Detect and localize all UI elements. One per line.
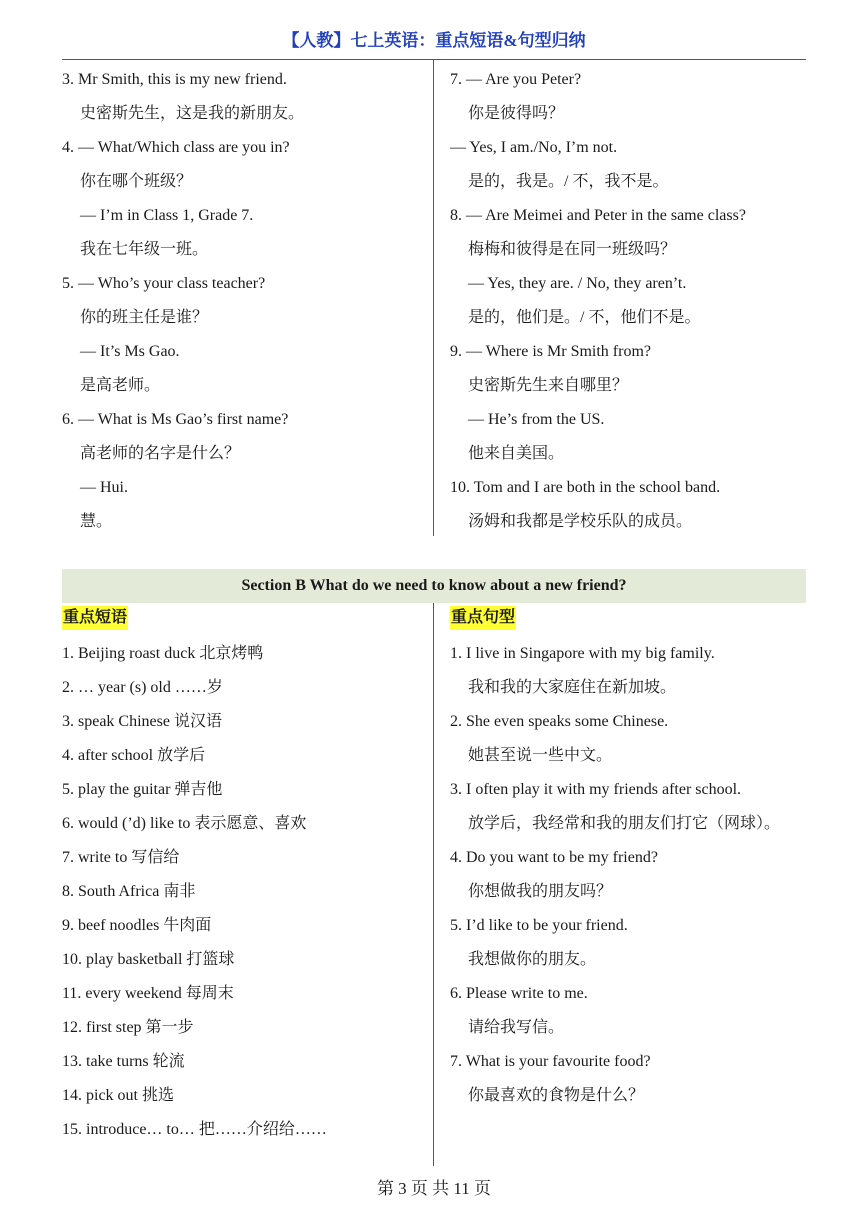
phrase-item: 13. take turns 轮流 [62,1053,185,1070]
phrase-item: 5. play the guitar 弹吉他 [62,781,223,798]
text-line: 3. Mr Smith, this is my new friend. [62,71,287,88]
page-footer: 第 3 页 共 11 页 [376,1179,492,1198]
sentence-line: 请给我写信。 [468,1019,565,1036]
text-line: 9. — Where is Mr Smith from? [450,343,652,360]
phrase-item: 3. speak Chinese 说汉语 [62,713,222,730]
sentence-line: 我和我的大家庭住在新加坡。 [468,679,677,696]
phrase-item: 1. Beijing roast duck 北京烤鸭 [62,645,264,662]
text-line: 4. — What/Which class are you in? [62,139,290,156]
text-line: 你在哪个班级？ [80,173,193,190]
phrases-list [62,637,427,1147]
text-line: — Hui. [80,479,128,496]
text-line: 6. — What is Ms Gao’s first name? [62,411,289,428]
text-line: 史密斯先生来自哪里？ [468,377,629,394]
text-line: 8. — Are Meimei and Peter in the same class? [450,207,746,224]
header-rule [62,59,806,60]
text-line: 10. Tom and I are both in the school band. [450,479,721,496]
phrase-item: 14. pick out 挑选 [62,1087,174,1104]
phrase-item: 7. write to 写信给 [62,849,180,866]
sentence-line: 1. I live in Singapore with my big family. [450,645,715,662]
text-line: 5. — Who’s your class teacher? [62,275,266,292]
text-line: 慧。 [80,513,113,530]
sentence-line: 她甚至说一些中文。 [468,747,613,764]
phrase-item: 6. would (’d) like to 表示愿意、喜欢 [62,815,307,832]
text-line: 是高老师。 [80,377,161,394]
phrase-item: 4. after school 放学后 [62,747,206,764]
phrase-item: 9. beef noodles 牛肉面 [62,917,212,934]
sentence-line: 你想做我的朋友吗？ [468,883,613,900]
sentence-line: 4. Do you want to be my friend? [450,849,658,866]
text-line: — Yes, I am./No, I’m not. [450,139,618,156]
sentence-line: 6. Please write to me. [450,985,588,1002]
text-line: 我在七年级一班。 [80,241,209,258]
text-line: 是的，他们是。/ 不，他们不是。 [468,309,701,326]
document-header-title: 【人教】七上英语：重点短语&句型归纳 [282,31,586,50]
top-right-column [450,63,806,539]
phrase-item: 10. play basketball 打篮球 [62,951,235,968]
text-line: — Yes, they are. / No, they aren’t. [468,275,687,292]
sentence-line: 3. I often play it with my friends after school. [450,781,742,798]
sentences-list [450,637,820,1113]
text-line: 你是彼得吗？ [468,105,565,122]
section-b-title-bar: Section B What do we need to know about a new friend? [62,569,806,603]
top-column-divider [433,60,434,536]
sentence-line: 我想做你的朋友。 [468,951,597,968]
text-line: 高老师的名字是什么？ [80,445,241,462]
phrase-item: 12. first step 第一步 [62,1019,194,1036]
sentence-line: 5. I’d like to be your friend. [450,917,628,934]
phrase-item: 11. every weekend 每周末 [62,985,234,1002]
bottom-column-divider [433,603,434,1166]
sentence-line: 你最喜欢的食物是什么？ [468,1087,645,1104]
sentence-line: 7. What is your favourite food? [450,1053,651,1070]
text-line: 你的班主任是谁？ [80,309,209,326]
text-line: — It’s Ms Gao. [80,343,180,360]
text-line: 他来自美国。 [468,445,565,462]
text-line: 7. — Are you Peter? [450,71,582,88]
phrases-heading: 重点短语 [62,606,128,630]
phrase-item: 8. South Africa 南非 [62,883,196,900]
top-left-column [62,63,427,539]
text-line: 汤姆和我都是学校乐队的成员。 [468,513,693,530]
text-line: 是的，我是。/ 不，我不是。 [468,173,669,190]
phrase-item: 2. … year (s) old ……岁 [62,679,223,696]
sentence-line: 放学后，我经常和我的朋友们打它（网球）。 [468,815,781,832]
sentences-heading: 重点句型 [450,606,516,630]
text-line: — I’m in Class 1, Grade 7. [80,207,254,224]
text-line: 梅梅和彼得是在同一班级吗？ [468,241,677,258]
text-line: — He’s from the US. [468,411,605,428]
sentence-line: 2. She even speaks some Chinese. [450,713,669,730]
phrase-item: 15. introduce… to… 把……介绍给…… [62,1121,327,1138]
text-line: 史密斯先生，这是我的新朋友。 [80,105,305,122]
